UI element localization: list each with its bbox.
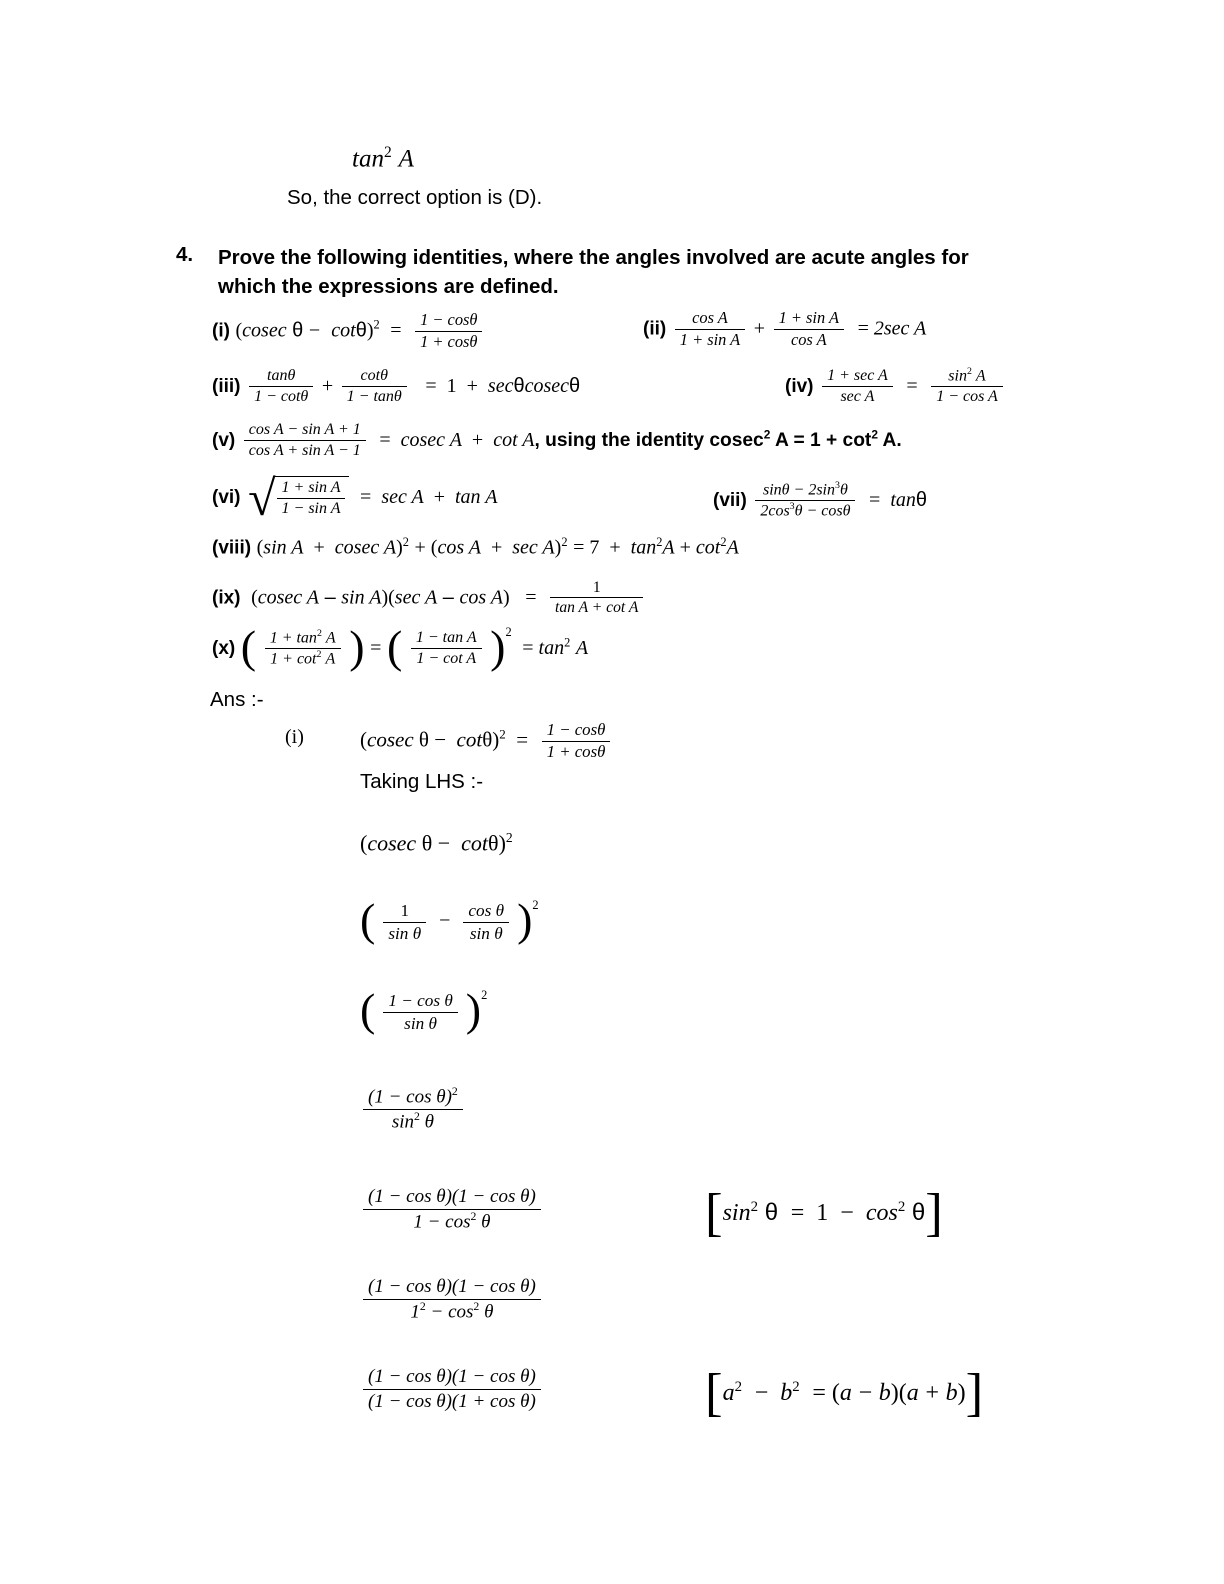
question-block xyxy=(176,243,1176,301)
subitem-iv: (iv) $\frac{\text{1 + sec A}}{\text{sec A}}$ = $\frac{\sin^2 A}{\text{1 − cos A}}$ xyxy=(785,366,1006,407)
subitem-ii-label: (ii) xyxy=(643,318,667,340)
solution-step-6: $\frac{\text{(1 − cos θ)(1 − cos θ)}}{1^2 - \cos^2 \theta}$ xyxy=(360,1275,544,1324)
solution-note-2: $[a^2 - b^2 = (a - b)(a + b)]$ xyxy=(705,1364,984,1422)
subitem-vi: (vi) √ $\frac{\text{1 + sin A}}{\text{1 − sin A}}$ = sec A + tan A xyxy=(212,469,498,526)
subitem-x: (x) ( $\frac{1 + \tan^2 A}{1 + \cot^2 A}$ ) = ( $\frac{\text{1 − tan A}}{\text{1 − cot A}}$ )$^2 = \tan^2 A$ xyxy=(212,621,589,673)
solution-part-label: (i) xyxy=(285,726,304,748)
subitem-vii-label: (vii) xyxy=(713,490,747,512)
subitem-ix: (ix) (cosec A – sin A)(sec A – cos A) = $\frac{1}{\text{tan A + cot A}}$ xyxy=(212,578,646,618)
subitem-x-label: (x) xyxy=(212,638,236,660)
solution-step-3: ( $\frac{\text{1 − cos θ}}{\text{sin θ}}$ )$^2$ xyxy=(360,984,488,1036)
correct-option-line: So, the correct option is (D). xyxy=(287,186,543,209)
subitem-ii: (ii) $\frac{\text{cos A}}{\text{1 + sin A}}$ + $\frac{\text{1 + sin A}}{\text{cos A}}$ = 2sec A xyxy=(643,308,927,349)
subitem-v: (v) $\frac{\text{cos A − sin A + 1}}{\text{cos A + sin A − 1}}$ = cosec A + cot A, using the identity cosec$^2$ $A = 1 + \cot^2 A$. xyxy=(212,421,902,459)
solution-step-4: $\frac{(1 - \cos \theta)^2}{\sin^2 \theta}$ xyxy=(360,1085,466,1134)
top-expression: $\tan^2 A$ xyxy=(352,144,414,173)
solution-statement: (cosec θ − cotθ)$^2$ = $\frac{1 - \cos\theta}{1 + \cos\theta}$ xyxy=(360,720,613,763)
subitem-iv-label: (iv) xyxy=(785,375,814,397)
subitem-vii: (vii) $\frac{\sin\theta - 2\sin^3\theta}{2\cos^3\theta - \cos\theta}$ = tanθ xyxy=(713,480,927,520)
subitem-iii: (iii) $\frac{\tan\theta}{1 - \cot\theta}$ + $\frac{\cot\theta}{1 - \tan\theta}$ = 1 + secθcosecθ xyxy=(212,367,581,405)
subitem-iii-label: (iii) xyxy=(212,375,241,397)
subitem-ix-label: (ix) xyxy=(212,587,241,609)
solution-note-1: [$\sin^2$ $\theta = 1 - \cos^2 \theta$] xyxy=(705,1184,943,1242)
subitem-vi-label: (vi) xyxy=(212,486,241,508)
subitem-i: (i) (cosec θ − cotθ)$^2$ = $\frac{1 - \cos\theta}{1 + \cos\theta}$ xyxy=(212,310,485,352)
answer-label: Ans :- xyxy=(210,688,264,711)
solution-step-2: ( $\frac{1}{\text{sin θ}}$ − $\frac{\text{cos θ}}{\text{sin θ}}$ )$^2$ xyxy=(360,894,539,946)
solution-step-1: (cosec θ − cotθ)$^2$ xyxy=(360,830,513,856)
solution-step-7: $\frac{\text{(1 − cos θ)(1 − cos θ)}}{\text{(1 − cos θ)(1 + cos θ)}}$ xyxy=(360,1365,544,1414)
question-number: 4. xyxy=(176,243,194,266)
taking-lhs-label: Taking LHS :- xyxy=(360,770,484,793)
radical-icon: √ $\frac{\text{1 + sin A}}{\text{1 − sin A}}$ xyxy=(246,476,349,519)
subitem-viii: (viii) (sin A + cosec A)$^2$ + (cos $A + \sec A)^2 = 7 + \tan^2A + \cot^2A$ xyxy=(212,535,739,559)
subitem-i-label: (i) xyxy=(212,320,230,342)
question-text: Prove the following identities, where the angles involved are acute angles for which the expressions are defined. xyxy=(218,246,969,299)
subitem-viii-label: (viii) xyxy=(212,537,252,559)
solution-step-5: $\frac{\text{(1 − cos θ)(1 − cos θ)}}{1 - \cos^2 \theta}$ xyxy=(360,1185,544,1234)
subitem-v-label: (v) xyxy=(212,429,236,451)
